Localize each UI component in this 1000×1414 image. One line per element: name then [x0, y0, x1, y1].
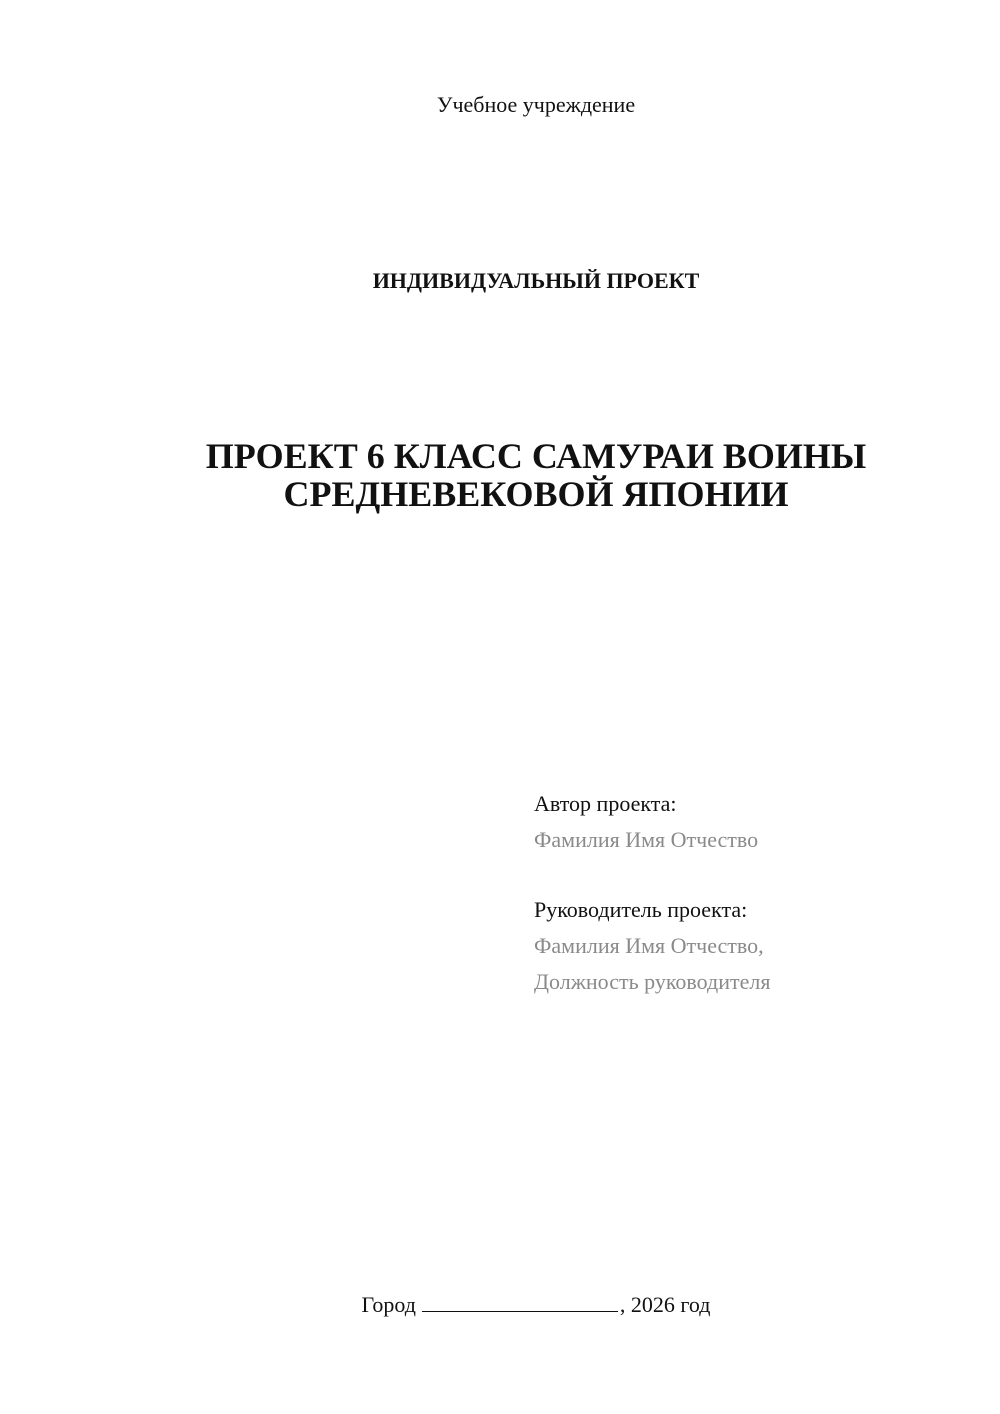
project-title-line-1: ПРОЕКТ 6 КЛАСС САМУРАИ ВОИНЫ: [205, 436, 867, 476]
year-text: , 2026 год: [619, 1292, 711, 1317]
project-title-line-2: СРЕДНЕВЕКОВОЙ ЯПОНИИ: [283, 474, 789, 514]
city-label: Город: [361, 1292, 416, 1317]
supervisor-position: Должность руководителя: [534, 969, 771, 994]
project-type-heading: ИНДИВИДУАЛЬНЫЙ ПРОЕКТ: [372, 268, 700, 293]
project-title: [120, 437, 952, 513]
authors-block: [534, 786, 974, 1000]
authors-spacer: [534, 858, 974, 892]
supervisor-name: Фамилия Имя Отчество,: [534, 933, 764, 958]
institution-name: Учебное учреждение: [436, 92, 636, 117]
author-label: Автор проекта:: [534, 791, 677, 816]
supervisor-label: Руководитель проекта:: [534, 897, 748, 922]
author-name: Фамилия Имя Отчество: [534, 827, 759, 852]
city-blank-line: [422, 1289, 618, 1312]
footer-city-year: [0, 1289, 1000, 1320]
